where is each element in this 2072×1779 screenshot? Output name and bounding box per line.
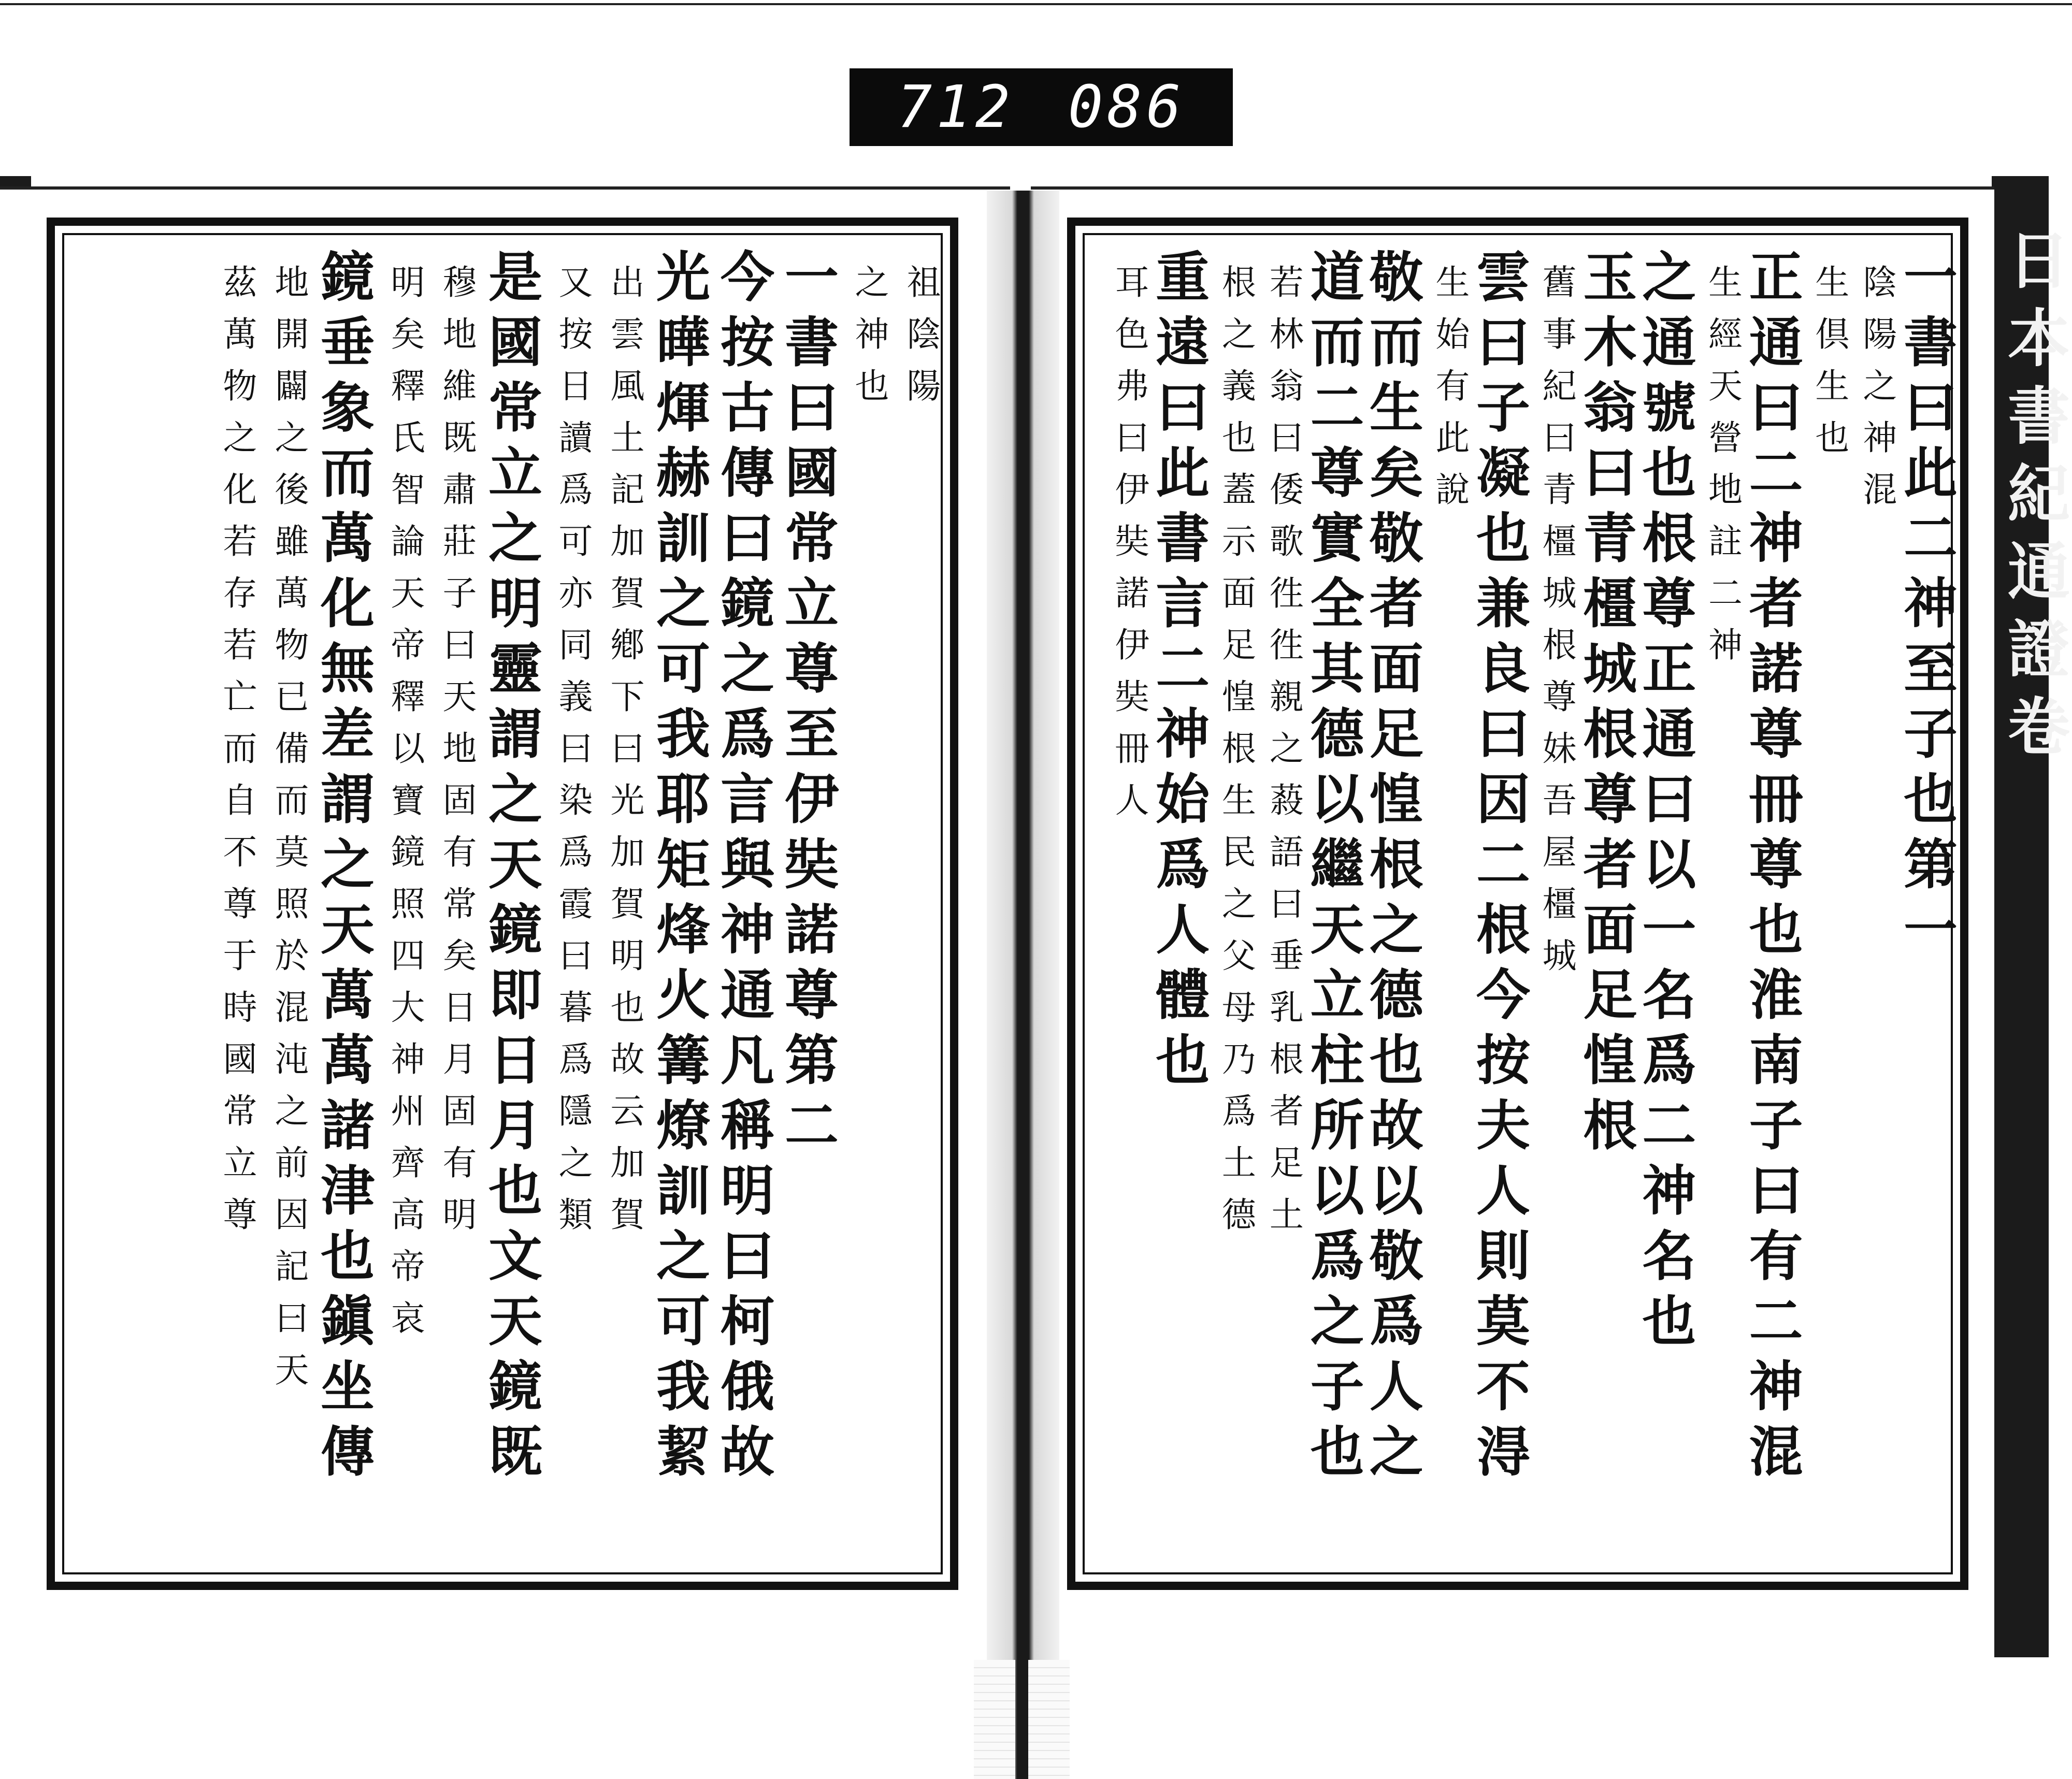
- text-column: 地開闢之後雖萬物已備而莫照於混沌之前因記曰天: [269, 264, 309, 1404]
- text-column: 道而二尊實全其德以繼天立柱所以爲之子也: [1301, 249, 1365, 1488]
- text-column: 舊事紀曰青橿城根尊妹吾屋橿城: [1536, 264, 1577, 989]
- text-column: 耳色弗曰伊奘諾伊奘冊人: [1109, 264, 1149, 834]
- text-column: 光曄煇赫訓之可我耶矩烽火篝燎訓之可我絜: [647, 249, 711, 1488]
- text-column: 鏡垂象而萬化無差謂之天萬萬諸津也鎭坐傳: [311, 249, 375, 1488]
- catalog-label: [850, 68, 1233, 146]
- text-column: 明矣釋氏智論天帝釋以寶鏡照四大神州齊高帝哀: [385, 264, 425, 1352]
- left-page-edges: [974, 1660, 1015, 1779]
- right-page-edges: [1028, 1660, 1070, 1779]
- text-column: 陰陽之神混: [1857, 264, 1897, 523]
- text-column: 重遠曰此書言二神始爲人體也: [1146, 249, 1211, 1097]
- right-edge-title: 日本書紀通證卷: [1997, 228, 2070, 772]
- text-column: 茲萬物之化若存若亡而自不尊于時國常立尊: [217, 264, 257, 1248]
- text-column: 生倶生也: [1809, 264, 1849, 471]
- book-gutter: [987, 191, 1059, 1779]
- text-column: 今按古傳曰鏡之爲言與神通凡稱明曰柯俄故: [711, 249, 775, 1488]
- text-column: 生經天營地註二神: [1702, 264, 1743, 678]
- text-column: 若林翁曰倭歌徃徃親之蔱語曰垂乳根者足土: [1263, 264, 1304, 1248]
- text-column: 一書曰國常立尊至伊奘諾尊第二: [775, 249, 839, 1162]
- text-column: 又按日讀爲可亦同義曰染爲霞曰暮爲隱之類: [553, 264, 593, 1248]
- text-column: 之通號也根尊正通曰以一名爲二神名也: [1633, 249, 1697, 1358]
- text-column: 之神也: [849, 264, 889, 420]
- right-book-edge: [1992, 176, 2070, 1657]
- text-column: 出雲風土記加賀鄕下曰光加賀明也故云加賀: [605, 264, 644, 1248]
- text-column: 正通曰二神者諾尊冊尊也淮南子曰有二神混: [1739, 249, 1804, 1488]
- text-column: 生始有此說: [1429, 264, 1470, 523]
- top-rule: [0, 3, 2072, 5]
- catalog-label-left: 712: [897, 74, 1015, 141]
- right-text-columns: [1098, 249, 1958, 1564]
- text-column: 敬而生矣敬者面足惶根之德也故以敬爲人之: [1360, 249, 1424, 1488]
- text-column: 祖陰陽: [901, 264, 941, 420]
- text-column: 穆地維既肅莊子曰天地固有常矣日月固有明: [437, 264, 477, 1248]
- text-column: 是國常立之明靈謂之天鏡即日月也文天鏡既: [479, 249, 543, 1488]
- text-column: 雲曰子凝也兼良曰因二根今按夫人則莫不淂: [1467, 249, 1531, 1488]
- left-text-columns: [78, 249, 941, 1564]
- catalog-label-right: 086: [1068, 74, 1186, 141]
- text-column: 一書曰此二神至子也第一: [1894, 249, 1958, 966]
- text-column: 玉木翁曰青橿城根尊者面足惶根: [1574, 249, 1638, 1162]
- text-column: 根之義也蓋示面足惶根生民之父母乃爲土德: [1216, 264, 1256, 1248]
